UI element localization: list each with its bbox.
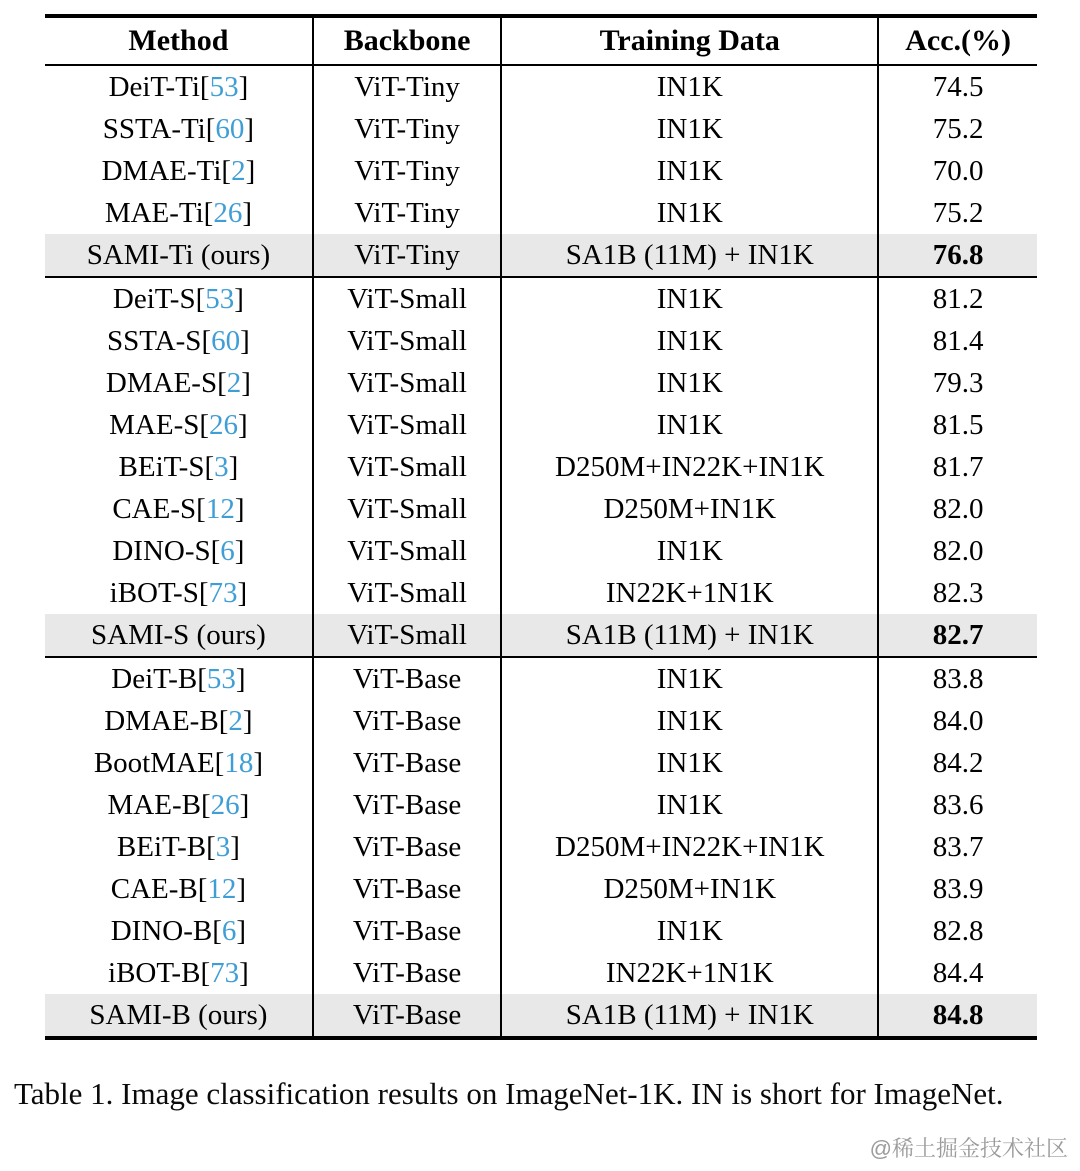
training-data-cell: IN22K+1N1K: [501, 572, 878, 614]
citation-number[interactable]: 73: [208, 577, 238, 609]
accuracy-cell: 75.2: [878, 192, 1037, 234]
citation-bracket-close: ]: [239, 957, 249, 989]
citation-link[interactable]: [221, 155, 255, 187]
accuracy-cell: 82.0: [878, 530, 1037, 572]
method-cell: [45, 192, 313, 234]
citation-bracket-open: [: [199, 409, 210, 441]
method-name: DMAE-S: [105, 367, 218, 399]
backbone-cell: ViT-Small: [313, 614, 501, 657]
accuracy-cell: 82.7: [878, 614, 1037, 657]
training-data-cell: D250M+IN1K: [501, 488, 878, 530]
citation-link[interactable]: [206, 831, 240, 863]
accuracy-cell: 84.0: [878, 700, 1037, 742]
citation-number[interactable]: 6: [221, 915, 237, 947]
accuracy-cell: 81.5: [878, 404, 1037, 446]
citation-number[interactable]: 53: [205, 283, 235, 315]
method-name: iBOT-B: [108, 957, 201, 989]
backbone-cell: ViT-Base: [313, 784, 501, 826]
citation-link[interactable]: [200, 957, 248, 989]
table-row: [45, 192, 1037, 234]
accuracy-cell: 81.7: [878, 446, 1037, 488]
citation-bracket-open: [: [210, 535, 221, 567]
table-row: [45, 657, 1037, 700]
training-data-cell: IN1K: [501, 362, 878, 404]
method-cell: [45, 234, 313, 277]
citation-link[interactable]: [204, 451, 238, 483]
citation-bracket-open: [: [200, 957, 211, 989]
citation-number[interactable]: 18: [224, 747, 254, 779]
method-name: DeiT-B: [111, 663, 198, 695]
table-row: [45, 868, 1037, 910]
method-cell: [45, 614, 313, 657]
method-name: DINO-B: [110, 915, 213, 947]
citation-link[interactable]: [215, 747, 263, 779]
accuracy-cell: 83.7: [878, 826, 1037, 868]
method-cell: [45, 742, 313, 784]
citation-bracket-close: ]: [242, 705, 253, 737]
citation-link[interactable]: [219, 705, 253, 737]
accuracy-cell: 70.0: [878, 150, 1037, 192]
citation-link[interactable]: [212, 915, 246, 947]
citation-number[interactable]: 12: [207, 873, 237, 905]
accuracy-cell: 83.6: [878, 784, 1037, 826]
citation-link[interactable]: [211, 535, 245, 567]
method-cell: [45, 488, 313, 530]
table-row: [45, 362, 1037, 404]
citation-bracket-close: ]: [236, 873, 247, 905]
training-data-cell: IN1K: [501, 277, 878, 320]
citation-bracket-open: [: [205, 113, 216, 145]
method-cell: [45, 65, 313, 108]
method-cell: [45, 362, 313, 404]
citation-bracket-open: [: [212, 915, 222, 947]
method-name: SAMI-B (ours): [89, 999, 268, 1031]
citation-bracket-close: ]: [237, 577, 248, 609]
method-name: MAE-S: [109, 409, 200, 441]
training-data-cell: D250M+IN1K: [501, 868, 878, 910]
training-data-cell: SA1B (11M) + IN1K: [501, 234, 878, 277]
citation-bracket-close: ]: [235, 663, 246, 695]
citation-bracket-open: [: [203, 197, 214, 229]
citation-number[interactable]: 60: [211, 325, 241, 357]
header-training-data: Training Data: [501, 16, 878, 65]
accuracy-cell: 81.4: [878, 320, 1037, 362]
method-name: BEiT-S: [118, 451, 205, 483]
method-cell: [45, 320, 313, 362]
backbone-cell: ViT-Tiny: [313, 150, 501, 192]
accuracy-cell: 84.2: [878, 742, 1037, 784]
citation-bracket-open: [: [214, 747, 225, 779]
table-row: [45, 994, 1037, 1038]
citation-link[interactable]: [217, 367, 251, 399]
method-name: DMAE-B: [104, 705, 219, 737]
method-cell: [45, 994, 313, 1038]
method-name: CAE-B: [110, 873, 198, 905]
table-header: [45, 16, 1037, 65]
table-row: [45, 404, 1037, 446]
method-name: BootMAE: [93, 747, 215, 779]
backbone-cell: ViT-Small: [313, 404, 501, 446]
citation-bracket-close: ]: [253, 747, 263, 779]
citation-bracket-close: ]: [230, 831, 240, 863]
backbone-cell: ViT-Small: [313, 277, 501, 320]
citation-link[interactable]: [201, 325, 249, 357]
citation-bracket-close: ]: [242, 197, 253, 229]
accuracy-cell: 74.5: [878, 65, 1037, 108]
training-data-cell: IN1K: [501, 700, 878, 742]
table-row: [45, 700, 1037, 742]
citation-bracket-close: ]: [234, 493, 245, 525]
method-cell: [45, 657, 313, 700]
table-row: [45, 234, 1037, 277]
citation-bracket-open: [: [204, 451, 215, 483]
training-data-cell: IN1K: [501, 192, 878, 234]
citation-bracket-open: [: [217, 367, 227, 399]
backbone-cell: ViT-Base: [313, 952, 501, 994]
table-row: [45, 320, 1037, 362]
citation-number[interactable]: 2: [231, 155, 246, 187]
citation-link[interactable]: [201, 789, 249, 821]
table-row: [45, 446, 1037, 488]
citation-bracket-open: [: [197, 663, 207, 695]
training-data-cell: IN1K: [501, 150, 878, 192]
training-data-cell: IN1K: [501, 320, 878, 362]
training-data-cell: IN1K: [501, 742, 878, 784]
method-name: CAE-S: [112, 493, 197, 525]
table-row: [45, 910, 1037, 952]
table-body: [45, 65, 1037, 1038]
backbone-cell: ViT-Base: [313, 910, 501, 952]
table-row: [45, 572, 1037, 614]
backbone-cell: ViT-Base: [313, 700, 501, 742]
citation-number[interactable]: 2: [226, 367, 242, 399]
citation-link[interactable]: [198, 873, 246, 905]
table-caption: Table 1. Image classification results on ImageNet-1K. IN is short for ImageNet.: [14, 1076, 1004, 1111]
method-cell: [45, 404, 313, 446]
method-cell: [45, 952, 313, 994]
backbone-cell: ViT-Small: [313, 572, 501, 614]
method-name: MAE-B: [107, 789, 201, 821]
backbone-cell: ViT-Small: [313, 446, 501, 488]
backbone-cell: ViT-Tiny: [313, 192, 501, 234]
citation-number[interactable]: 73: [210, 957, 240, 989]
method-name: DeiT-S: [112, 283, 196, 315]
citation-number[interactable]: 26: [209, 409, 239, 441]
training-data-cell: IN22K+1N1K: [501, 952, 878, 994]
method-cell: [45, 868, 313, 910]
citation-number[interactable]: 6: [220, 535, 235, 567]
citation-bracket-close: ]: [244, 113, 255, 145]
method-cell: [45, 150, 313, 192]
citation-bracket-open: [: [221, 155, 232, 187]
method-name: MAE-Ti: [104, 197, 204, 229]
method-cell: [45, 826, 313, 868]
backbone-cell: ViT-Base: [313, 994, 501, 1038]
header-accuracy: Acc.(%): [878, 16, 1037, 65]
citation-bracket-close: ]: [239, 789, 250, 821]
backbone-cell: ViT-Base: [313, 826, 501, 868]
method-name: SSTA-Ti: [102, 113, 206, 145]
citation-bracket-close: ]: [238, 409, 248, 441]
citation-number[interactable]: 53: [209, 71, 239, 103]
citation-number[interactable]: 26: [213, 197, 243, 229]
citation-bracket-open: [: [198, 577, 209, 609]
citation-bracket-close: ]: [234, 535, 245, 567]
accuracy-cell: 79.3: [878, 362, 1037, 404]
citation-bracket-open: [: [201, 325, 212, 357]
citation-link[interactable]: [200, 71, 248, 103]
backbone-cell: ViT-Small: [313, 530, 501, 572]
results-table: [45, 14, 1037, 1040]
backbone-cell: ViT-Tiny: [313, 108, 501, 150]
table-row: [45, 530, 1037, 572]
citation-number[interactable]: 60: [215, 113, 245, 145]
citation-number[interactable]: 2: [228, 705, 243, 737]
method-cell: [45, 572, 313, 614]
method-name: iBOT-S: [109, 577, 199, 609]
citation-bracket-open: [: [196, 493, 206, 525]
training-data-cell: IN1K: [501, 108, 878, 150]
training-data-cell: SA1B (11M) + IN1K: [501, 994, 878, 1038]
method-cell: [45, 700, 313, 742]
backbone-cell: ViT-Small: [313, 362, 501, 404]
citation-link[interactable]: [199, 409, 247, 441]
method-cell: [45, 910, 313, 952]
watermark: @稀土掘金技术社区: [869, 1136, 1068, 1161]
training-data-cell: IN1K: [501, 657, 878, 700]
table-row: [45, 784, 1037, 826]
training-data-cell: IN1K: [501, 65, 878, 108]
citation-bracket-open: [: [206, 831, 216, 863]
citation-bracket-open: [: [218, 705, 229, 737]
accuracy-cell: 81.2: [878, 277, 1037, 320]
method-name: DINO-S: [112, 535, 211, 567]
citation-number[interactable]: 53: [206, 663, 236, 695]
citation-number[interactable]: 26: [210, 789, 240, 821]
citation-bracket-close: ]: [228, 451, 239, 483]
training-data-cell: IN1K: [501, 404, 878, 446]
backbone-cell: ViT-Base: [313, 868, 501, 910]
backbone-cell: ViT-Small: [313, 488, 501, 530]
training-data-cell: IN1K: [501, 530, 878, 572]
training-data-cell: D250M+IN22K+IN1K: [501, 826, 878, 868]
citation-bracket-close: ]: [234, 283, 244, 315]
method-cell: [45, 446, 313, 488]
backbone-cell: ViT-Tiny: [313, 234, 501, 277]
training-data-cell: IN1K: [501, 784, 878, 826]
citation-number[interactable]: 3: [214, 451, 229, 483]
accuracy-cell: 84.4: [878, 952, 1037, 994]
citation-link[interactable]: [196, 493, 244, 525]
training-data-cell: D250M+IN22K+IN1K: [501, 446, 878, 488]
table-row: [45, 952, 1037, 994]
citation-bracket-close: ]: [245, 155, 256, 187]
method-name: SAMI-S (ours): [91, 619, 266, 651]
accuracy-cell: 82.3: [878, 572, 1037, 614]
accuracy-cell: 76.8: [878, 234, 1037, 277]
training-data-cell: IN1K: [501, 910, 878, 952]
citation-link[interactable]: [199, 577, 247, 609]
method-name: DeiT-Ti: [108, 71, 200, 103]
backbone-cell: ViT-Base: [313, 742, 501, 784]
citation-bracket-close: ]: [236, 915, 247, 947]
table-row: [45, 65, 1037, 108]
citation-bracket-close: ]: [241, 367, 251, 399]
citation-link[interactable]: [206, 113, 254, 145]
citation-bracket-open: [: [199, 71, 210, 103]
accuracy-cell: 82.8: [878, 910, 1037, 952]
header-backbone: Backbone: [313, 16, 501, 65]
table-container: [45, 14, 1037, 1040]
backbone-cell: ViT-Small: [313, 320, 501, 362]
citation-link[interactable]: [196, 283, 244, 315]
header-row: [45, 16, 1037, 65]
citation-bracket-open: [: [195, 283, 206, 315]
method-name: BEiT-B: [116, 831, 207, 863]
table-row: [45, 150, 1037, 192]
table-row: [45, 614, 1037, 657]
method-name: SSTA-S: [107, 325, 202, 357]
method-cell: [45, 277, 313, 320]
citation-link[interactable]: [204, 197, 252, 229]
table-row: [45, 826, 1037, 868]
table-row: [45, 277, 1037, 320]
training-data-cell: SA1B (11M) + IN1K: [501, 614, 878, 657]
table-row: [45, 108, 1037, 150]
header-method: Method: [45, 16, 313, 65]
citation-bracket-close: ]: [240, 325, 250, 357]
citation-bracket-close: ]: [238, 71, 249, 103]
citation-bracket-open: [: [200, 789, 211, 821]
table-row: [45, 742, 1037, 784]
table-row: [45, 488, 1037, 530]
backbone-cell: ViT-Base: [313, 657, 501, 700]
accuracy-cell: 84.8: [878, 994, 1037, 1038]
accuracy-cell: 82.0: [878, 488, 1037, 530]
method-name: SAMI-Ti (ours): [86, 239, 271, 271]
citation-bracket-open: [: [197, 873, 208, 905]
method-cell: [45, 784, 313, 826]
accuracy-cell: 83.8: [878, 657, 1037, 700]
citation-link[interactable]: [197, 663, 245, 695]
citation-number[interactable]: 3: [215, 831, 231, 863]
backbone-cell: ViT-Tiny: [313, 65, 501, 108]
method-cell: [45, 530, 313, 572]
method-cell: [45, 108, 313, 150]
citation-number[interactable]: 12: [205, 493, 235, 525]
accuracy-cell: 83.9: [878, 868, 1037, 910]
method-name: DMAE-Ti: [101, 155, 222, 187]
accuracy-cell: 75.2: [878, 108, 1037, 150]
